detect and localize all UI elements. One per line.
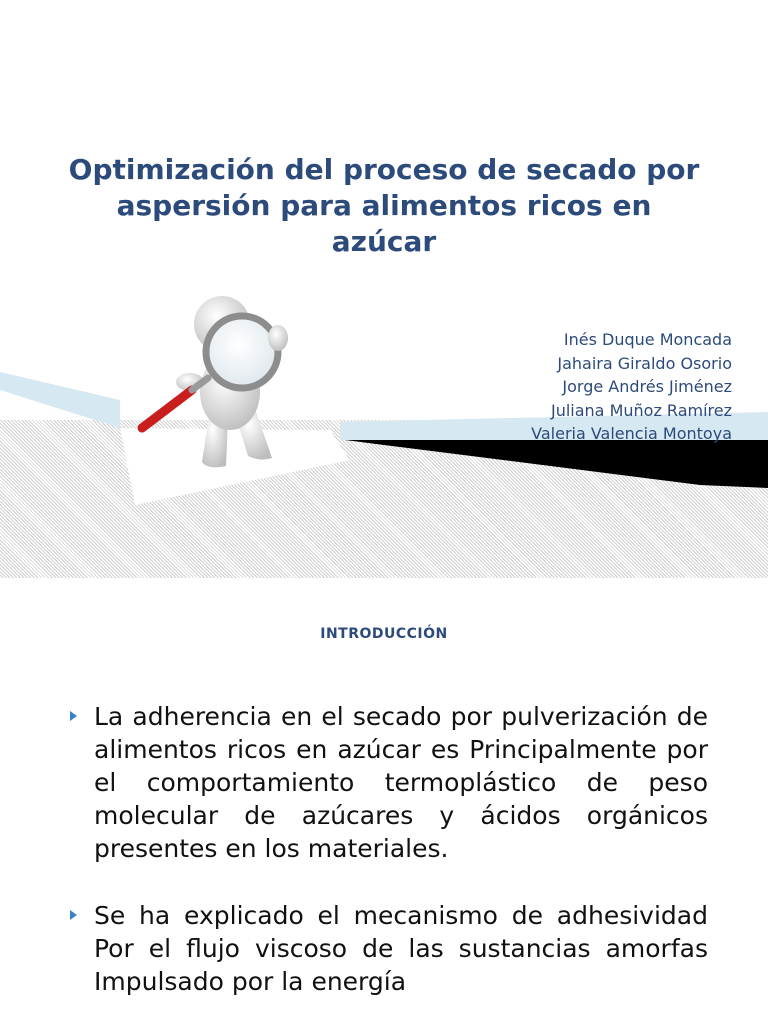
author-name: Juliana Muñoz Ramírez [550,400,732,420]
author-name: Valeria Valencia Montoya [531,424,732,443]
author-name: Jorge Andrés Jiménez [562,377,732,396]
author-name: Inés Duque Moncada [563,330,732,349]
section-title: INTRODUCCIÓN [320,626,448,642]
bullet-list [70,700,708,1032]
bullet-text: Se ha explicado el mecanismo de adhesividad Por el flujo viscoso de las sustancias amorfas Impulsado por la energía [94,901,708,996]
author-list [531,328,732,446]
magnifying-glass-figure-icon [130,290,300,480]
triangle-bullet-icon [70,910,77,920]
slide-title: Optimización del proceso de secado por aspersión para alimentos ricos en azúcar [68,153,700,258]
triangle-bullet-icon [70,711,77,721]
list-item [70,899,708,998]
list-item [70,700,708,865]
author-name: Jahaira Giraldo Osorio [557,353,732,373]
bullet-text: La adherencia en el secado por pulverización de alimentos ricos en azúcar es Principalmente por el comportamiento termoplástico de peso molecular de azúcares y ácidos orgánicos presentes en los materiales. [94,702,708,863]
